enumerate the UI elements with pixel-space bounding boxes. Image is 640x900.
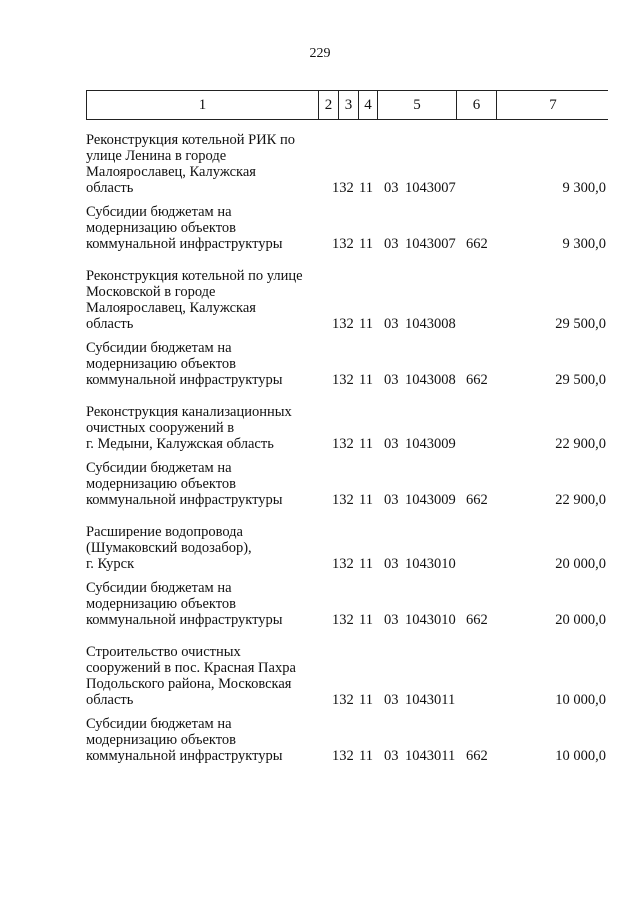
row-subsection-code: 03: [384, 492, 399, 508]
row-section-code: 11: [359, 492, 373, 508]
row-name: Реконструкция канализационных очистных сооружений в г. Медыни, Калужская область: [86, 404, 292, 452]
header-col-6: 6: [457, 91, 497, 119]
row-target-code: 1043008: [405, 372, 456, 388]
row-admin-code: 132: [332, 180, 354, 196]
row-amount: 20 000,0: [555, 612, 606, 628]
row-type-code: 662: [466, 748, 488, 764]
row-type-code: 662: [466, 236, 488, 252]
row-target-code: 1043010: [405, 556, 456, 572]
row-subsection-code: 03: [384, 372, 399, 388]
row-subsection-code: 03: [384, 612, 399, 628]
row-name: Субсидии бюджетам на модернизацию объектов коммунальной инфраструктуры: [86, 340, 283, 388]
row-admin-code: 132: [332, 436, 354, 452]
row-subsection-code: 03: [384, 180, 399, 196]
row-subsection-code: 03: [384, 436, 399, 452]
row-target-code: 1043009: [405, 492, 456, 508]
row-name: Расширение водопровода (Шумаковский водозабор), г. Курск: [86, 524, 252, 572]
row-amount: 29 500,0: [555, 372, 606, 388]
row-admin-code: 132: [332, 316, 354, 332]
table-row: [86, 268, 608, 332]
row-admin-code: 132: [332, 372, 354, 388]
row-subsection-code: 03: [384, 692, 399, 708]
row-admin-code: 132: [332, 612, 354, 628]
table-row: [86, 204, 608, 252]
header-col-1: 1: [87, 91, 319, 119]
row-type-code: 662: [466, 372, 488, 388]
row-subsection-code: 03: [384, 316, 399, 332]
row-amount: 20 000,0: [555, 556, 606, 572]
row-section-code: 11: [359, 436, 373, 452]
row-target-code: 1043010: [405, 612, 456, 628]
row-amount: 22 900,0: [555, 492, 606, 508]
page-number: 229: [309, 46, 331, 61]
row-section-code: 11: [359, 180, 373, 196]
row-type-code: 662: [466, 612, 488, 628]
row-subsection-code: 03: [384, 236, 399, 252]
row-target-code: 1043008: [405, 316, 456, 332]
row-target-code: 1043007: [405, 180, 456, 196]
row-name: Субсидии бюджетам на модернизацию объектов коммунальной инфраструктуры: [86, 716, 283, 764]
row-amount: 22 900,0: [555, 436, 606, 452]
table-row: [86, 340, 608, 388]
row-target-code: 1043011: [405, 692, 456, 708]
row-target-code: 1043011: [405, 748, 456, 764]
row-name: Строительство очистных сооружений в пос. Красная Пахра Подольского района, Московская область: [86, 644, 296, 708]
row-admin-code: 132: [332, 748, 354, 764]
row-admin-code: 132: [332, 556, 354, 572]
row-name: Реконструкция котельной по улице Московской в городе Малоярославец, Калужская область: [86, 268, 303, 332]
row-admin-code: 132: [332, 236, 354, 252]
row-name: Субсидии бюджетам на модернизацию объектов коммунальной инфраструктуры: [86, 580, 283, 628]
row-amount: 29 500,0: [555, 316, 606, 332]
row-amount: 9 300,0: [562, 236, 606, 252]
row-section-code: 11: [359, 612, 373, 628]
table-row: [86, 132, 608, 196]
table-row: [86, 716, 608, 764]
table-body: [86, 132, 608, 772]
row-name: Реконструкция котельной РИК по улице Ленина в городе Малоярославец, Калужская область: [86, 132, 295, 196]
header-col-5: 5: [378, 91, 457, 119]
header-col-4: 4: [359, 91, 378, 119]
table-row: [86, 524, 608, 572]
row-subsection-code: 03: [384, 556, 399, 572]
row-subsection-code: 03: [384, 748, 399, 764]
row-target-code: 1043007: [405, 236, 456, 252]
header-col-2: 2: [319, 91, 339, 119]
row-section-code: 11: [359, 748, 373, 764]
row-target-code: 1043009: [405, 436, 456, 452]
row-section-code: 11: [359, 372, 373, 388]
row-amount: 9 300,0: [562, 180, 606, 196]
row-section-code: 11: [359, 316, 373, 332]
table-header: [86, 90, 608, 120]
header-col-3: 3: [339, 91, 359, 119]
row-amount: 10 000,0: [555, 692, 606, 708]
table-row: [86, 404, 608, 452]
row-name: Субсидии бюджетам на модернизацию объектов коммунальной инфраструктуры: [86, 460, 283, 508]
row-type-code: 662: [466, 492, 488, 508]
row-section-code: 11: [359, 692, 373, 708]
row-section-code: 11: [359, 236, 373, 252]
header-col-7: 7: [549, 96, 557, 113]
table-row: [86, 460, 608, 508]
row-name: Субсидии бюджетам на модернизацию объектов коммунальной инфраструктуры: [86, 204, 283, 252]
row-admin-code: 132: [332, 492, 354, 508]
table-row: [86, 580, 608, 628]
row-amount: 10 000,0: [555, 748, 606, 764]
table-row: [86, 644, 608, 708]
row-section-code: 11: [359, 556, 373, 572]
row-admin-code: 132: [332, 692, 354, 708]
